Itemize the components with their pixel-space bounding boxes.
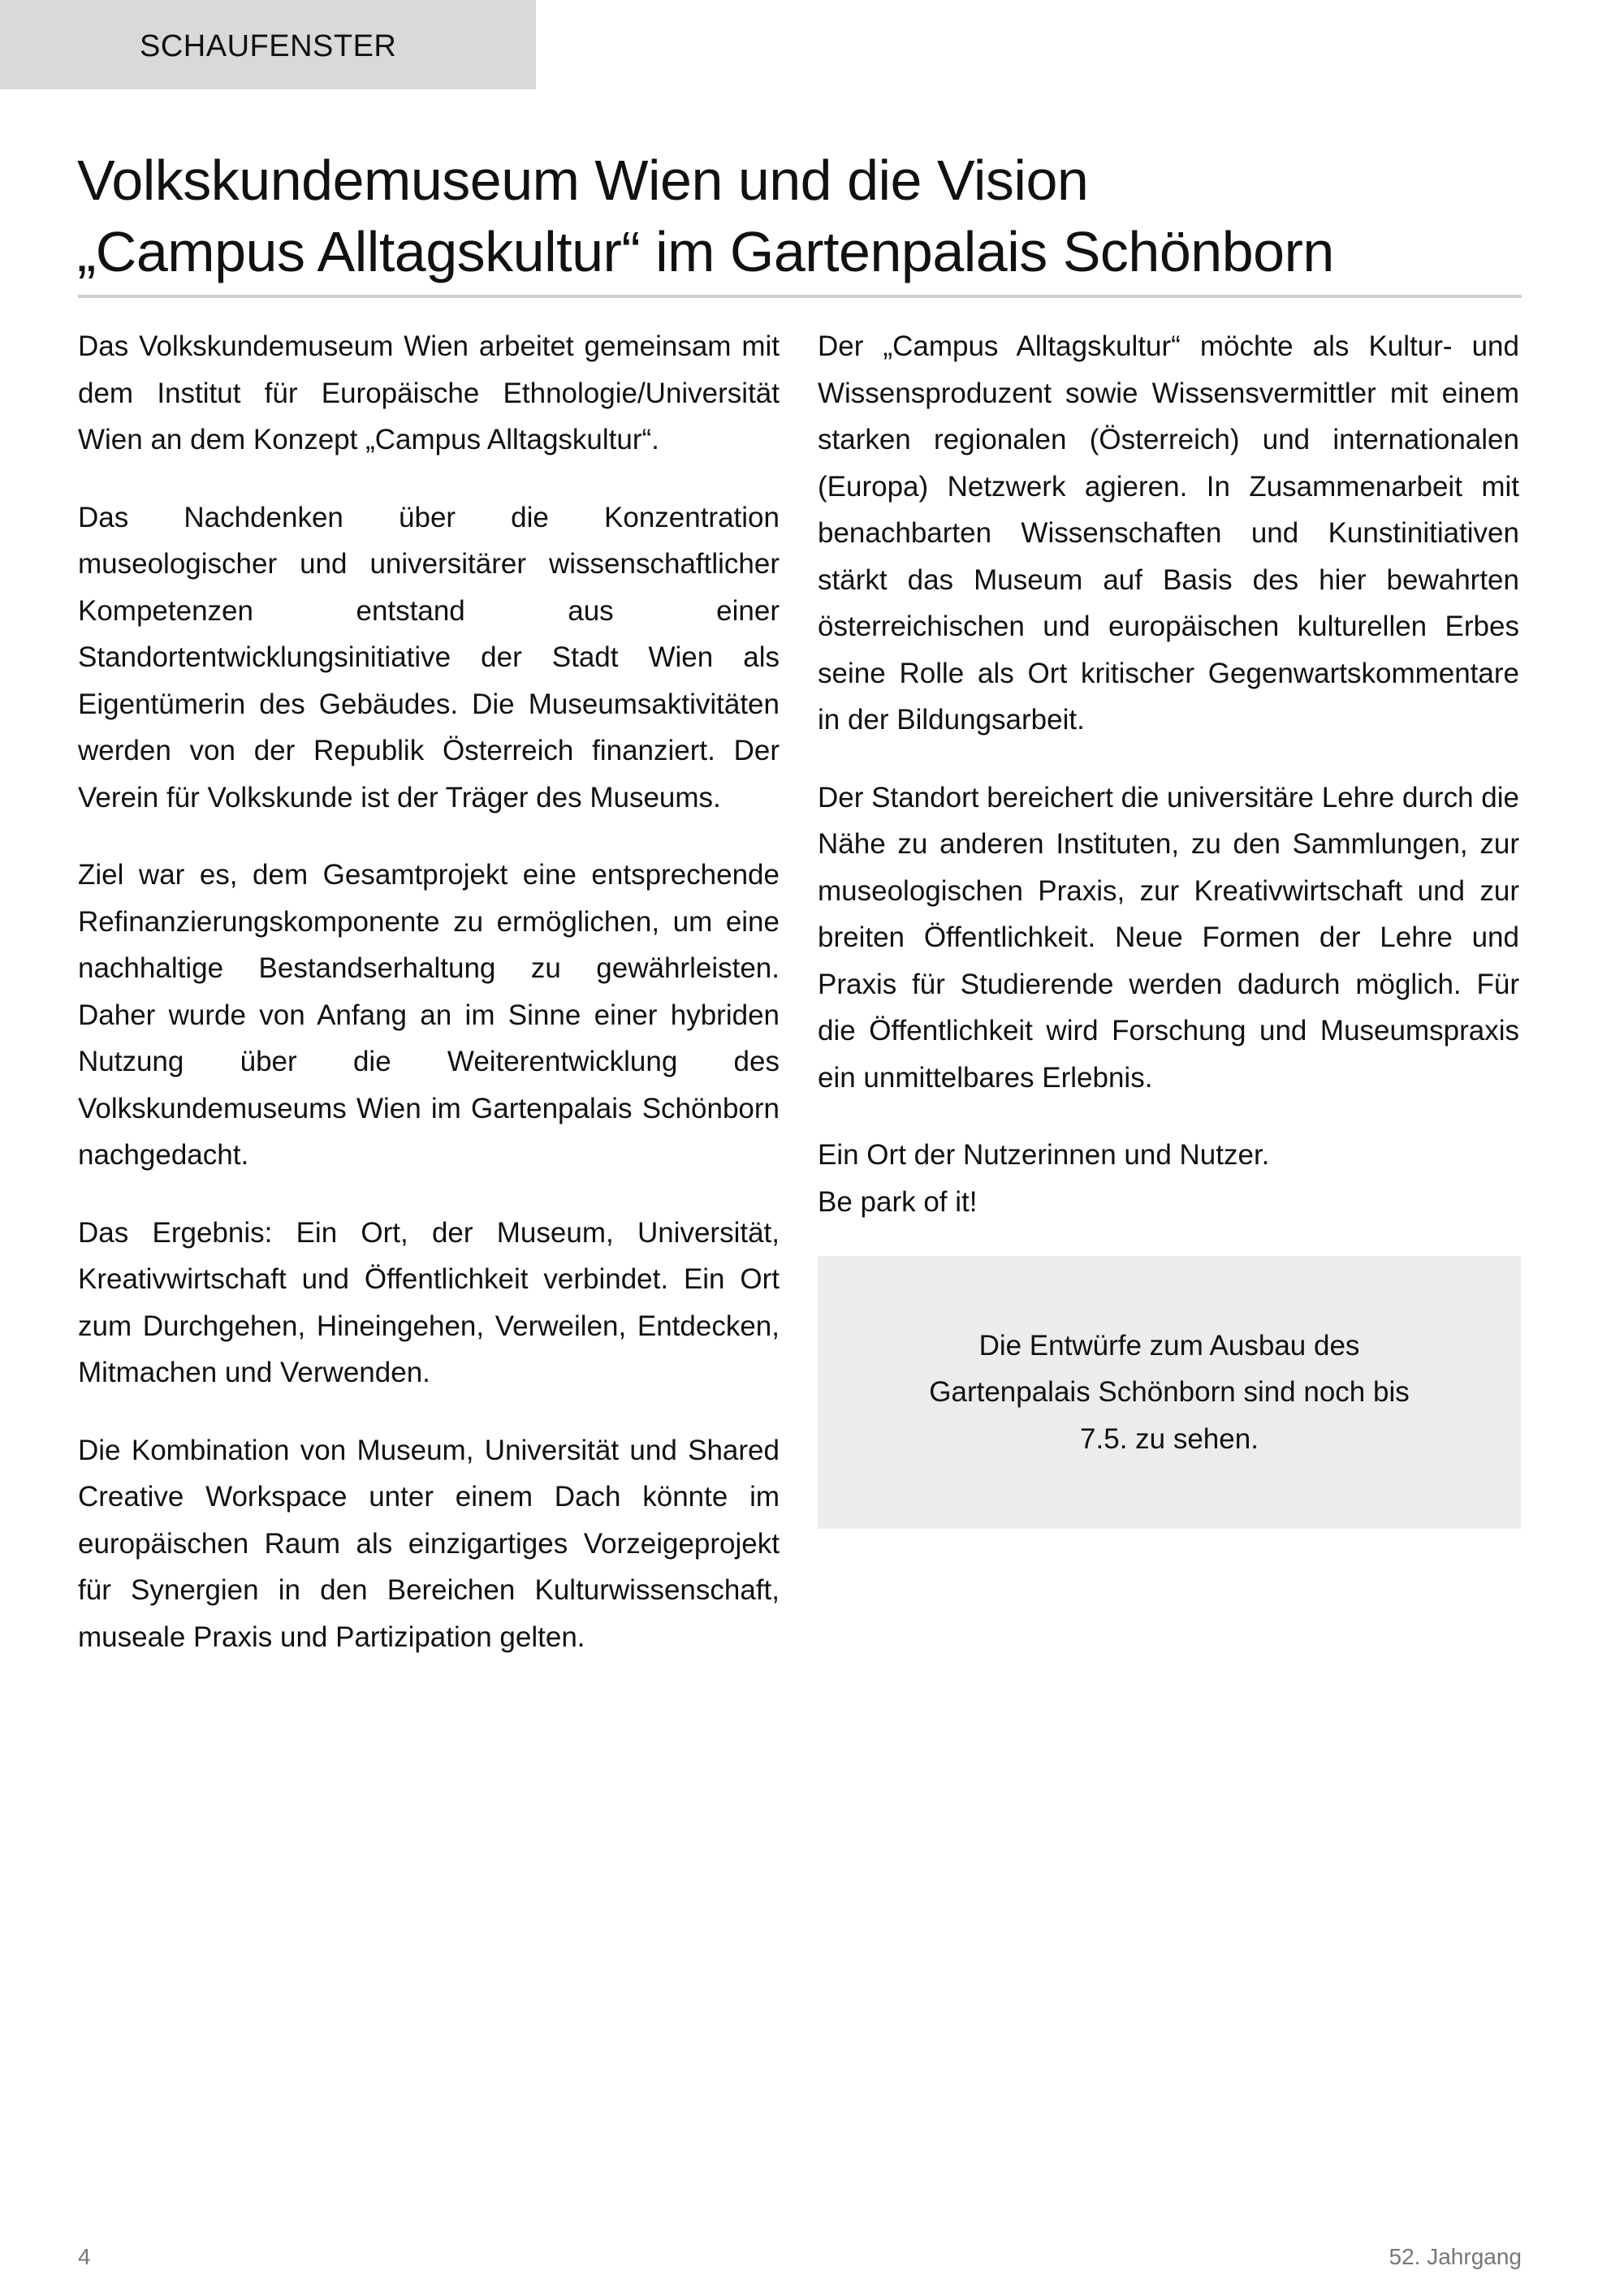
issue-label: 52. Jahrgang [1389, 2244, 1522, 2269]
left-column [78, 323, 780, 1691]
paragraph: Der „Campus Alltagskultur“ möchte als Kultur- und Wissensproduzent sowie Wissensvermittler mit einem starken regionalen (Österreich) und internationalen (Europa) Netzwerk agieren. In Zusammenarbeit mit benachbarten Wissenschaften und Kunstinitiativen stärkt das Museum auf Basis des hier bewahrten österreichischen und europäischen kulturellen Erbes seine Rolle als Ort kritischer Gegenwartskommentare in der Bildungsarbeit. [818, 330, 1519, 736]
title-divider [78, 295, 1522, 298]
info-box-text: Die Entwürfe zum Ausbau des Gartenpalais Schönborn sind noch bis 7.5. zu sehen. [929, 1329, 1410, 1455]
title-line-2: „Campus Alltagskultur“ im Gartenpalais Schönborn [77, 220, 1334, 283]
paragraph: Das Ergebnis: Ein Ort, der Museum, Universität, Kreativwirtschaft und Öffentlichkeit verbindet. Ein Ort zum Durchgehen, Hineingehen, Verweilen, Entdecken, Mitmachen und Verwenden. [78, 1216, 780, 1388]
title-line-1: Volkskundemuseum Wien und die Vision [77, 149, 1089, 212]
section-tab [0, 0, 536, 89]
closing-line-1: Ein Ort der Nutzerinnen und Nutzer. [818, 1139, 1270, 1171]
paragraph: Das Volkskundemuseum Wien arbeitet gemeinsam mit dem Institut für Europäische Ethnologie/Universität Wien an dem Konzept „Campus Alltagskultur“. [78, 330, 780, 455]
section-label: SCHAUFENSTER [140, 29, 397, 63]
paragraph: Ziel war es, dem Gesamtprojekt eine entsprechende Refinanzierungskomponente zu ermöglichen, um eine nachhaltige Bestandserhaltung zu gewährleisten. Daher wurde von Anfang an im Sinne einer hybriden Nutzung über die Weiterentwicklung des Volkskundemuseums Wien im Gartenpalais Schönborn nachgedacht. [78, 859, 780, 1171]
article-title [77, 145, 1531, 287]
page-number: 4 [78, 2244, 91, 2269]
closing-line-2: Be park of it! [818, 1185, 978, 1218]
paragraph: Der Standort bereichert die universitäre Lehre durch die Nähe zu anderen Instituten, zu den Sammlungen, zur museologischen Praxis, zur Kreativwirtschaft und zur breiten Öffentlichkeit. Neue Formen der Lehre und Praxis für Studierende werden dadurch möglich. Für die Öffentlichkeit wird Forschung und Museumspraxis ein unmittelbares Erlebnis. [818, 781, 1519, 1094]
right-column [818, 323, 1519, 1529]
info-box [818, 1256, 1521, 1529]
paragraph: Die Kombination von Museum, Universität und Shared Creative Workspace unter einem Dach könnte im europäischen Raum als einzigartiges Vorzeigeprojekt für Synergien in den Bereichen Kulturwissenschaft, museale Praxis und Partizipation gelten. [78, 1434, 780, 1653]
paragraph: Das Nachdenken über die Konzentration museologischer und universitärer wissenschaftlicher Kompetenzen entstand aus einer Standortentwicklungsinitiative der Stadt Wien als Eigentümerin des Gebäudes. Die Museumsaktivitäten werden von der Republik Österreich finanziert. Der Verein für Volkskunde ist der Träger des Museums. [78, 501, 780, 814]
